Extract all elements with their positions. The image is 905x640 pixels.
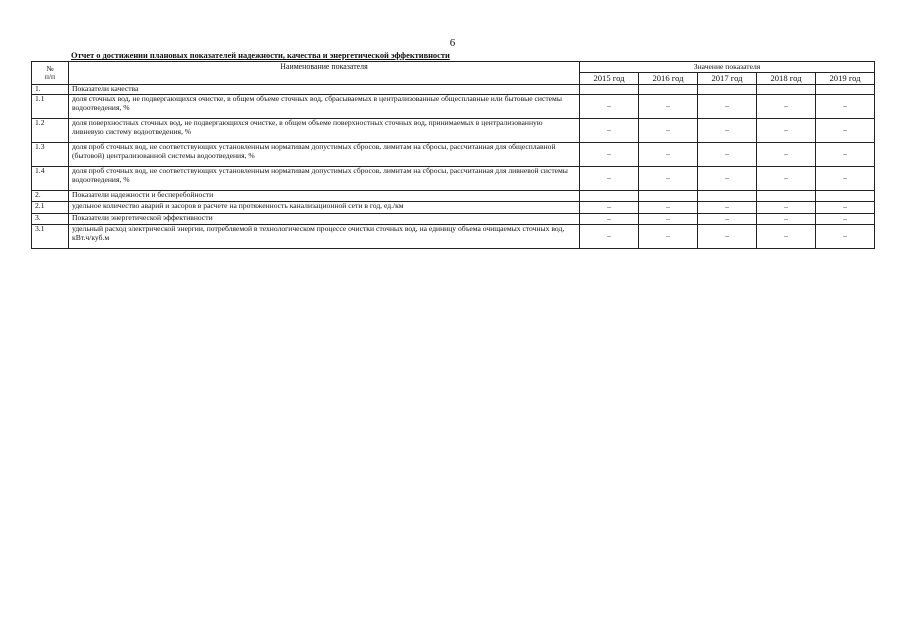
row-number: 3. — [32, 214, 69, 225]
year-header: 2016 год — [639, 73, 698, 85]
value-cell: – — [757, 95, 816, 119]
value-cell: – — [816, 225, 875, 249]
value-cell: – — [639, 119, 698, 143]
row-number: 2.1 — [32, 202, 69, 214]
row-number: 1.1 — [32, 95, 69, 119]
table-row — [32, 225, 875, 249]
value-cell: – — [698, 167, 757, 191]
value-cell: – — [757, 202, 816, 214]
value-cell: – — [698, 95, 757, 119]
indicator-name: удельное количество аварий и засоров в расчете на протяженность канализационной сети в год, ед./км — [69, 202, 580, 214]
section-title: Показатели качества — [69, 85, 580, 95]
table-row — [32, 85, 875, 95]
document-title: Отчет о достижении плановых показателей надежности, качества и энергетической эффективности — [71, 51, 450, 60]
row-number: 3.1 — [32, 225, 69, 249]
value-cell: – — [639, 95, 698, 119]
value-cell: – — [698, 214, 757, 225]
page-number: 6 — [449, 37, 456, 49]
value-cell: – — [757, 225, 816, 249]
value-cell: – — [580, 95, 639, 119]
indicator-name: доля проб сточных вод, не соответствующих установленным нормативам допустимых сбросов, лимитам на сбросы, рассчитанная для ливневой системы водоотведения, % — [69, 167, 580, 191]
value-cell: – — [816, 202, 875, 214]
value-cell: – — [580, 202, 639, 214]
value-cell: – — [698, 143, 757, 167]
table-row — [32, 191, 875, 202]
value-cell: – — [757, 143, 816, 167]
table-row — [32, 214, 875, 225]
value-cell: – — [580, 214, 639, 225]
section-title: Показатели надежности и бесперебойности — [69, 191, 580, 202]
value-cell: – — [816, 95, 875, 119]
value-cell: – — [816, 143, 875, 167]
indicator-name: доля поверхностных сточных вод, не подвергающихся очистке, в общем объеме поверхностных сточных вод, принимаемых в централизованную ливневую систему водоотведения, % — [69, 119, 580, 143]
value-cell: – — [639, 214, 698, 225]
value-cell: – — [639, 202, 698, 214]
table-row — [32, 119, 875, 143]
table-row — [32, 202, 875, 214]
value-cell: – — [580, 119, 639, 143]
value-cell: – — [816, 119, 875, 143]
year-header: 2018 год — [757, 73, 816, 85]
row-number: 1.3 — [32, 143, 69, 167]
indicator-name: доля сточных вод, не подвергающихся очистке, в общем объеме сточных вод, сбрасываемых в централизованные общесплавные или бытовые системы водоотведения, % — [69, 95, 580, 119]
value-cell: – — [698, 202, 757, 214]
year-header: 2017 год — [698, 73, 757, 85]
row-number: 1.2 — [32, 119, 69, 143]
table-row — [32, 143, 875, 167]
section-title: Показатели энергетической эффективности — [69, 214, 580, 225]
value-cell: – — [757, 214, 816, 225]
value-cell: – — [580, 143, 639, 167]
table-row — [32, 95, 875, 119]
value-cell: – — [580, 225, 639, 249]
value-cell: – — [698, 119, 757, 143]
name-column-header: Наименование показателя — [69, 62, 580, 85]
value-cell: – — [757, 167, 816, 191]
value-cell: – — [639, 167, 698, 191]
number-column-header: № п/п — [32, 62, 69, 85]
value-cell: – — [757, 119, 816, 143]
value-cell: – — [639, 143, 698, 167]
indicators-table — [31, 61, 875, 249]
year-header: 2019 год — [816, 73, 875, 85]
values-group-header: Значение показателя — [580, 62, 875, 73]
table-row — [32, 167, 875, 191]
value-cell: – — [698, 225, 757, 249]
value-cell: – — [580, 167, 639, 191]
year-header: 2015 год — [580, 73, 639, 85]
value-cell: – — [816, 167, 875, 191]
value-cell: – — [816, 214, 875, 225]
indicator-name: удельный расход электрической энергии, потребляемой в технологическом процессе очистки сточных вод, на единицу объема очищаемых сточных вод, кВт.ч/куб.м — [69, 225, 580, 249]
row-number: 1.4 — [32, 167, 69, 191]
row-number: 2. — [32, 191, 69, 202]
value-cell: – — [639, 225, 698, 249]
indicator-name: доля проб сточных вод, не соответствующих установленным нормативам допустимых сбросов, лимитам на сбросы, рассчитанная для общесплавной (бытовой) централизованной системы водоотведения, % — [69, 143, 580, 167]
row-number: 1. — [32, 85, 69, 95]
